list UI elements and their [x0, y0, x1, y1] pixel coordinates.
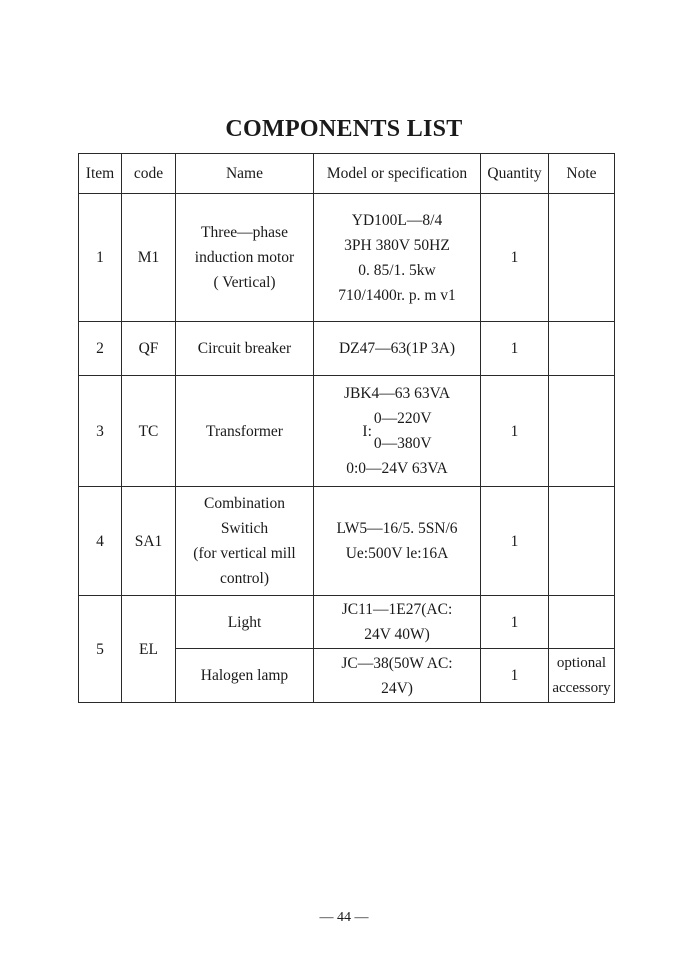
code-cell: QF: [122, 322, 176, 376]
spec-cell: [314, 487, 481, 596]
name-cell: [176, 194, 314, 322]
spec-input-voltage: [362, 406, 431, 456]
quantity-cell: 1: [481, 322, 549, 376]
code-cell: TC: [122, 376, 176, 487]
name-line: Switich: [220, 520, 269, 537]
note-cell: [549, 194, 615, 322]
name-cell: [176, 649, 314, 703]
spec-cell: [314, 649, 481, 703]
spec-cell: [314, 596, 481, 649]
name-line: Circuit breaker: [197, 340, 292, 357]
spec-line: LW5—16/5. 5SN/6: [336, 520, 458, 537]
code-cell: EL: [122, 596, 176, 703]
name-line: Three—phase: [201, 224, 288, 241]
spec-line: DZ47—63(1P 3A): [338, 340, 456, 357]
spec-cell: [314, 194, 481, 322]
spec-cell: [314, 376, 481, 487]
note-line: accessory: [552, 679, 611, 696]
spec-cell: [314, 322, 481, 376]
column-header-spec: Model or specification: [314, 154, 481, 194]
page-number: — 44 —: [319, 910, 369, 925]
quantity-cell: 1: [481, 194, 549, 322]
name-line: induction motor: [194, 249, 295, 266]
spec-line: JC11—1E27(AC:: [341, 601, 453, 618]
quantity-cell: 1: [481, 376, 549, 487]
spec-input-label: I:: [362, 422, 372, 440]
name-line: ( Vertical): [213, 274, 276, 291]
column-header-item: Item: [79, 154, 122, 194]
code-cell: M1: [122, 194, 176, 322]
note-cell: [549, 322, 615, 376]
spec-line: 0. 85/1. 5kw: [358, 261, 436, 279]
name-cell: [176, 596, 314, 649]
table-row: [79, 322, 615, 376]
item-cell: 1: [79, 194, 122, 322]
note-cell: [549, 376, 615, 487]
spec-line: 710/1400r. p. m v1: [338, 286, 456, 304]
item-cell: 5: [79, 596, 122, 703]
components-table: [78, 153, 615, 703]
name-cell: [176, 322, 314, 376]
name-cell: [176, 376, 314, 487]
column-header-name: Name: [176, 154, 314, 194]
note-cell: [549, 487, 615, 596]
item-cell: 3: [79, 376, 122, 487]
table-row: [79, 487, 615, 596]
name-cell: [176, 487, 314, 596]
name-line: Halogen lamp: [200, 667, 289, 684]
quantity-cell: 1: [481, 487, 549, 596]
table-row: [79, 596, 615, 649]
quantity-cell: 1: [481, 649, 549, 703]
table-row: [79, 376, 615, 487]
spec-line: 3PH 380V 50HZ: [344, 236, 450, 254]
table-row: [79, 194, 615, 322]
spec-line: JC—38(50W AC:: [341, 654, 453, 672]
spec-line: 0:0—24V 63VA: [346, 460, 448, 477]
spec-input-value: 0—220V: [373, 410, 432, 427]
spec-input-value: 0—380V: [373, 435, 432, 452]
name-line: Transformer: [206, 422, 283, 440]
note-line: optional: [556, 654, 607, 671]
name-line: Light: [227, 613, 262, 631]
code-cell: SA1: [122, 487, 176, 596]
item-cell: 4: [79, 487, 122, 596]
table-header-row: [79, 154, 615, 194]
spec-line: YD100L—8/4: [351, 211, 443, 229]
spec-line: 24V 40W): [364, 626, 430, 643]
quantity-cell: 1: [481, 596, 549, 649]
note-cell: [549, 649, 615, 703]
page-title: COMPONENTS LIST: [225, 116, 463, 142]
note-cell: [549, 596, 615, 649]
name-line: Combination: [204, 495, 285, 512]
spec-line: JBK4—63 63VA: [343, 385, 451, 402]
spec-line: Ue:500V le:16A: [345, 545, 449, 562]
item-cell: 2: [79, 322, 122, 376]
spec-line: 24V): [381, 679, 413, 697]
name-line: (for vertical mill: [193, 545, 296, 562]
name-line: control): [219, 570, 270, 587]
column-header-code: code: [122, 154, 176, 194]
column-header-note: Note: [549, 154, 615, 194]
column-header-quantity: Quantity: [481, 154, 549, 194]
